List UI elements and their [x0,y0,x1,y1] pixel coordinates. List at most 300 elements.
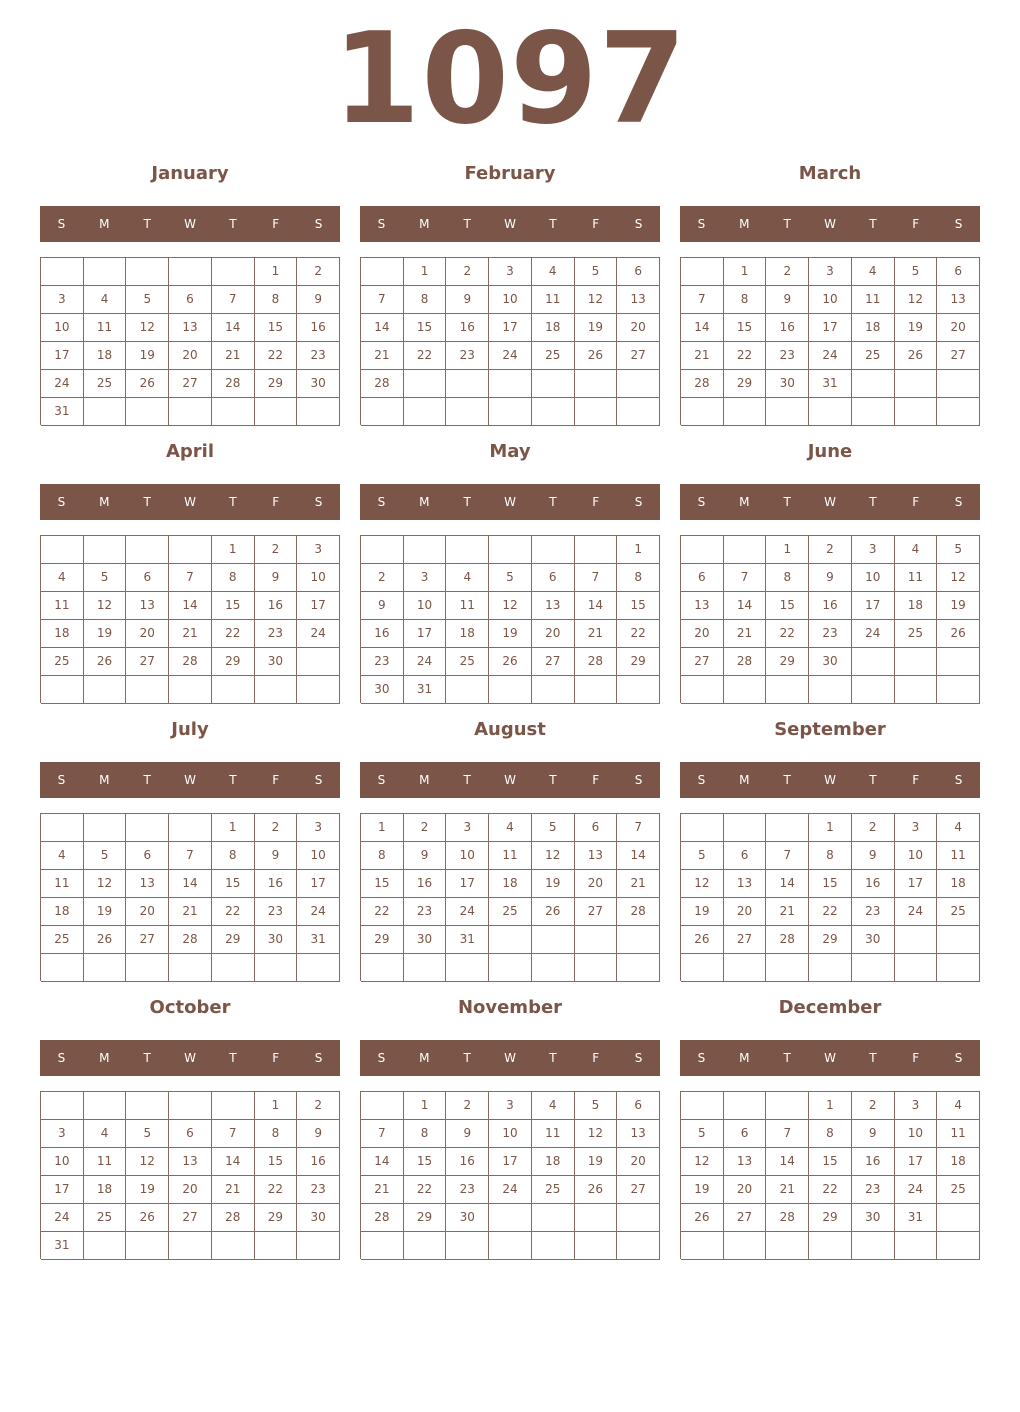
weekday-label: F [592,495,600,509]
day-cell: 20 [575,870,618,898]
weekday-label: W [184,495,196,509]
day-cell: 13 [126,870,169,898]
empty-day-cell [852,370,895,398]
day-cell: 22 [724,342,767,370]
empty-day-cell [255,676,298,704]
empty-day-cell [41,258,84,286]
day-cell: 18 [895,592,938,620]
empty-day-cell [724,398,767,426]
day-cell: 12 [681,1148,724,1176]
day-cell: 10 [404,592,447,620]
day-cell: 9 [766,286,809,314]
empty-day-cell [212,954,255,982]
empty-day-cell [895,926,938,954]
day-cell: 28 [724,648,767,676]
weekday-header [680,1040,980,1076]
empty-day-cell [575,370,618,398]
weekday-label: S [634,217,643,231]
day-cell: 22 [809,898,852,926]
weekday-label: S [57,495,66,509]
weekday-label: S [57,1051,66,1065]
empty-day-cell [212,258,255,286]
day-cell: 31 [404,676,447,704]
day-cell: 6 [724,1120,767,1148]
day-cell: 7 [617,814,660,842]
day-cell: 5 [575,1092,618,1120]
day-cell: 25 [937,1176,980,1204]
day-cell: 22 [404,1176,447,1204]
day-cell: 16 [446,1148,489,1176]
day-cell: 22 [255,342,298,370]
day-cell: 28 [617,898,660,926]
day-grid [40,535,340,703]
empty-day-cell [766,676,809,704]
day-cell: 7 [212,286,255,314]
empty-day-cell [617,926,660,954]
day-grid [40,257,340,425]
day-cell: 27 [617,1176,660,1204]
day-cell: 26 [937,620,980,648]
empty-day-cell [169,814,212,842]
day-cell: 29 [255,1204,298,1232]
day-cell: 9 [809,564,852,592]
day-cell: 3 [297,814,340,842]
day-cell: 14 [169,870,212,898]
day-cell: 11 [895,564,938,592]
day-cell: 11 [84,314,127,342]
empty-day-cell [724,1232,767,1260]
day-cell: 31 [895,1204,938,1232]
day-grid [680,813,980,981]
day-cell: 8 [617,564,660,592]
day-cell: 12 [532,842,575,870]
weekday-label: M [419,773,430,787]
day-cell: 7 [169,564,212,592]
day-cell: 18 [852,314,895,342]
weekday-label: S [57,217,66,231]
day-cell: 14 [681,314,724,342]
empty-day-cell [809,1232,852,1260]
empty-day-cell [489,926,532,954]
empty-day-cell [937,1204,980,1232]
day-cell: 8 [809,1120,852,1148]
day-cell: 1 [809,1092,852,1120]
day-cell: 23 [404,898,447,926]
day-cell: 11 [41,592,84,620]
day-cell: 25 [84,1204,127,1232]
day-cell: 15 [212,592,255,620]
weekday-label: T [549,773,557,787]
empty-day-cell [681,398,724,426]
day-cell: 27 [681,648,724,676]
day-cell: 13 [724,870,767,898]
empty-day-cell [937,648,980,676]
day-cell: 3 [852,536,895,564]
day-cell: 24 [852,620,895,648]
day-cell: 21 [766,898,809,926]
day-cell: 17 [404,620,447,648]
day-cell: 3 [809,258,852,286]
day-cell: 23 [297,1176,340,1204]
weekday-label: F [592,217,600,231]
day-cell: 2 [297,258,340,286]
day-cell: 16 [809,592,852,620]
weekday-label: S [697,217,706,231]
weekday-label: W [824,1051,836,1065]
day-cell: 2 [446,258,489,286]
empty-day-cell [361,258,404,286]
day-cell: 5 [575,258,618,286]
day-cell: 1 [404,258,447,286]
day-cell: 5 [937,536,980,564]
weekday-header [360,762,660,798]
day-cell: 27 [126,926,169,954]
day-cell: 8 [766,564,809,592]
weekday-label: T [869,217,877,231]
day-cell: 12 [84,870,127,898]
empty-day-cell [404,370,447,398]
day-cell: 5 [895,258,938,286]
weekday-label: T [143,773,151,787]
day-cell: 21 [361,1176,404,1204]
day-cell: 11 [41,870,84,898]
day-cell: 1 [404,1092,447,1120]
day-cell: 4 [41,842,84,870]
day-cell: 11 [446,592,489,620]
day-cell: 14 [361,1148,404,1176]
month-name: January [151,163,229,184]
weekday-label: T [549,495,557,509]
empty-day-cell [84,954,127,982]
weekday-label: F [272,773,280,787]
empty-day-cell [617,370,660,398]
day-cell: 13 [575,842,618,870]
empty-day-cell [532,926,575,954]
empty-day-cell [532,676,575,704]
day-cell: 19 [126,1176,169,1204]
weekday-label: S [634,1051,643,1065]
day-cell: 12 [489,592,532,620]
empty-day-cell [84,676,127,704]
empty-day-cell [297,954,340,982]
empty-day-cell [404,398,447,426]
day-cell: 11 [489,842,532,870]
day-cell: 16 [361,620,404,648]
weekday-label: T [463,217,471,231]
day-cell: 30 [766,370,809,398]
day-cell: 25 [852,342,895,370]
day-cell: 27 [617,342,660,370]
day-cell: 13 [532,592,575,620]
day-cell: 25 [532,1176,575,1204]
day-cell: 20 [126,620,169,648]
weekday-label: W [184,1051,196,1065]
day-cell: 22 [212,620,255,648]
weekday-label: W [824,217,836,231]
empty-day-cell [361,1092,404,1120]
empty-day-cell [809,676,852,704]
weekday-label: S [954,217,963,231]
empty-day-cell [489,370,532,398]
day-cell: 10 [895,1120,938,1148]
empty-day-cell [766,1092,809,1120]
day-cell: 16 [255,592,298,620]
weekday-header [680,484,980,520]
empty-day-cell [724,814,767,842]
day-cell: 22 [766,620,809,648]
day-cell: 22 [255,1176,298,1204]
empty-day-cell [724,1092,767,1120]
day-cell: 11 [937,1120,980,1148]
empty-day-cell [212,676,255,704]
day-cell: 18 [937,1148,980,1176]
day-grid [360,1091,660,1259]
day-cell: 29 [212,648,255,676]
empty-day-cell [766,814,809,842]
weekday-label: T [783,495,791,509]
empty-day-cell [532,536,575,564]
weekday-label: T [869,773,877,787]
day-cell: 25 [84,370,127,398]
weekday-label: T [463,1051,471,1065]
day-cell: 1 [766,536,809,564]
day-cell: 26 [575,342,618,370]
empty-day-cell [446,676,489,704]
empty-day-cell [126,1232,169,1260]
day-cell: 19 [681,898,724,926]
empty-day-cell [809,954,852,982]
empty-day-cell [575,398,618,426]
empty-day-cell [852,676,895,704]
day-cell: 29 [361,926,404,954]
day-cell: 5 [489,564,532,592]
day-cell: 4 [41,564,84,592]
empty-day-cell [575,536,618,564]
day-cell: 9 [361,592,404,620]
day-cell: 7 [212,1120,255,1148]
weekday-label: W [504,773,516,787]
day-cell: 31 [297,926,340,954]
month-name: May [489,441,531,462]
day-cell: 17 [489,314,532,342]
day-grid [360,257,660,425]
day-cell: 25 [41,648,84,676]
day-cell: 27 [724,926,767,954]
day-cell: 29 [724,370,767,398]
empty-day-cell [532,370,575,398]
month-name: September [774,719,886,740]
day-cell: 28 [361,1204,404,1232]
day-cell: 28 [169,648,212,676]
weekday-label: M [419,495,430,509]
day-cell: 3 [41,1120,84,1148]
day-cell: 30 [297,370,340,398]
empty-day-cell [212,1092,255,1120]
day-cell: 31 [41,398,84,426]
day-cell: 10 [852,564,895,592]
weekday-label: S [314,495,323,509]
day-cell: 9 [297,286,340,314]
empty-day-cell [169,536,212,564]
day-cell: 1 [361,814,404,842]
empty-day-cell [617,1232,660,1260]
weekday-label: S [954,1051,963,1065]
day-cell: 28 [766,926,809,954]
day-cell: 20 [724,898,767,926]
empty-day-cell [895,398,938,426]
day-cell: 18 [84,342,127,370]
empty-day-cell [41,676,84,704]
day-cell: 17 [297,870,340,898]
day-cell: 15 [361,870,404,898]
weekday-label: T [143,495,151,509]
weekday-label: M [739,1051,750,1065]
day-cell: 6 [575,814,618,842]
day-cell: 29 [766,648,809,676]
day-cell: 23 [297,342,340,370]
day-cell: 5 [84,842,127,870]
month-name: July [171,719,209,740]
day-cell: 20 [169,342,212,370]
empty-day-cell [895,648,938,676]
day-cell: 20 [937,314,980,342]
day-cell: 11 [532,1120,575,1148]
day-cell: 14 [361,314,404,342]
day-cell: 23 [255,620,298,648]
weekday-header [680,762,980,798]
day-cell: 15 [404,1148,447,1176]
day-cell: 1 [809,814,852,842]
day-cell: 14 [212,1148,255,1176]
day-cell: 4 [937,814,980,842]
day-cell: 17 [41,1176,84,1204]
empty-day-cell [361,1232,404,1260]
empty-day-cell [724,954,767,982]
weekday-label: S [377,495,386,509]
day-cell: 3 [41,286,84,314]
day-cell: 7 [681,286,724,314]
day-cell: 3 [446,814,489,842]
day-cell: 6 [169,286,212,314]
day-cell: 16 [297,1148,340,1176]
empty-day-cell [681,1092,724,1120]
empty-day-cell [766,398,809,426]
day-cell: 30 [446,1204,489,1232]
day-cell: 11 [937,842,980,870]
day-cell: 22 [809,1176,852,1204]
empty-day-cell [126,258,169,286]
day-cell: 18 [532,1148,575,1176]
empty-day-cell [724,676,767,704]
day-cell: 26 [126,1204,169,1232]
day-cell: 24 [895,1176,938,1204]
empty-day-cell [681,954,724,982]
day-cell: 2 [766,258,809,286]
day-cell: 12 [126,1148,169,1176]
day-cell: 7 [766,842,809,870]
day-cell: 27 [532,648,575,676]
day-cell: 31 [809,370,852,398]
day-cell: 15 [255,314,298,342]
day-cell: 24 [41,1204,84,1232]
day-cell: 19 [575,314,618,342]
day-cell: 10 [809,286,852,314]
day-cell: 15 [724,314,767,342]
day-cell: 6 [532,564,575,592]
day-cell: 29 [255,370,298,398]
weekday-label: M [419,1051,430,1065]
day-cell: 6 [126,842,169,870]
day-cell: 9 [446,1120,489,1148]
empty-day-cell [297,1232,340,1260]
weekday-label: T [783,773,791,787]
day-cell: 31 [446,926,489,954]
day-cell: 23 [766,342,809,370]
day-cell: 8 [724,286,767,314]
day-cell: 29 [617,648,660,676]
day-cell: 6 [681,564,724,592]
day-cell: 16 [446,314,489,342]
day-cell: 24 [809,342,852,370]
weekday-label: S [954,773,963,787]
day-cell: 27 [724,1204,767,1232]
day-cell: 25 [895,620,938,648]
day-cell: 3 [895,1092,938,1120]
day-cell: 19 [895,314,938,342]
day-cell: 8 [255,1120,298,1148]
day-cell: 10 [489,286,532,314]
day-cell: 15 [404,314,447,342]
weekday-label: W [184,217,196,231]
weekday-header [40,484,340,520]
day-cell: 24 [297,620,340,648]
day-cell: 30 [361,676,404,704]
day-cell: 21 [169,898,212,926]
day-cell: 30 [255,926,298,954]
day-cell: 10 [41,1148,84,1176]
day-cell: 16 [404,870,447,898]
day-cell: 2 [255,536,298,564]
empty-day-cell [895,676,938,704]
day-grid [680,535,980,703]
weekday-header [40,1040,340,1076]
weekday-label: W [504,1051,516,1065]
day-cell: 20 [169,1176,212,1204]
day-cell: 26 [895,342,938,370]
weekday-label: M [739,773,750,787]
day-cell: 4 [532,1092,575,1120]
day-cell: 19 [84,898,127,926]
weekday-label: F [912,495,920,509]
weekday-label: M [99,773,110,787]
day-cell: 8 [404,286,447,314]
day-cell: 28 [361,370,404,398]
day-cell: 10 [446,842,489,870]
day-cell: 1 [255,1092,298,1120]
weekday-label: T [869,1051,877,1065]
empty-day-cell [895,370,938,398]
day-cell: 15 [617,592,660,620]
day-cell: 21 [169,620,212,648]
empty-day-cell [41,536,84,564]
weekday-label: W [504,217,516,231]
day-cell: 28 [766,1204,809,1232]
day-grid [40,813,340,981]
day-cell: 25 [446,648,489,676]
day-cell: 4 [84,1120,127,1148]
weekday-header [40,762,340,798]
empty-day-cell [489,676,532,704]
